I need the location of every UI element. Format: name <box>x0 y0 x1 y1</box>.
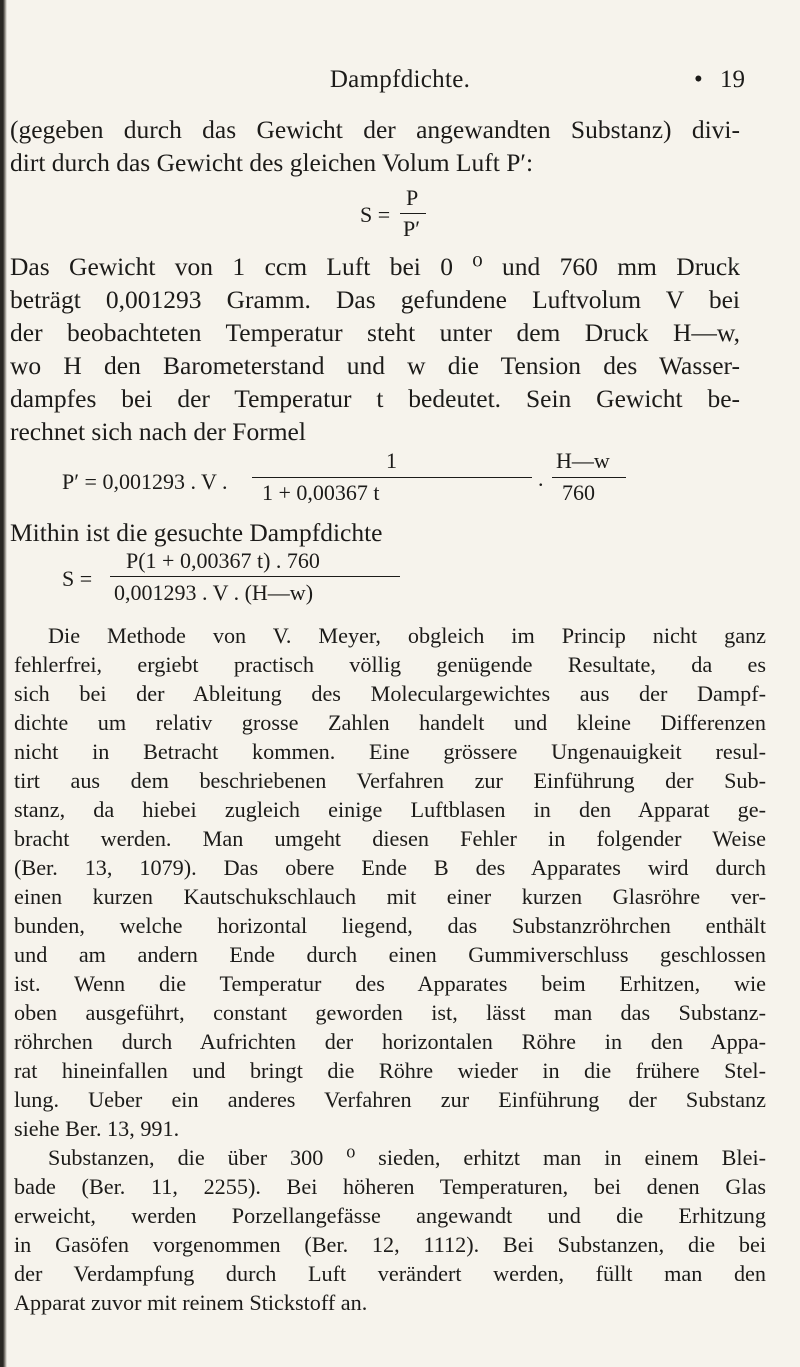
text-line: dichte um relativ grosse Zahlen handelt und kleine Differenzen <box>14 710 766 735</box>
fraction-bar <box>110 576 400 577</box>
formula-dot: . <box>538 466 544 491</box>
formula-denominator: 760 <box>562 480 595 505</box>
text-line: Substanzen, die über 300 ⁰ sieden, erhitzt man in einem Blei- <box>48 1145 766 1170</box>
text-line: (gegeben durch das Gewicht der angewandten Substanz) divi- <box>10 115 740 144</box>
formula-numerator: P <box>406 185 419 210</box>
running-header-title: Dampfdichte. <box>329 66 471 93</box>
text-line: bunden, welche horizontal liegend, das Substanzröhrchen enthält <box>14 913 766 938</box>
text-line: bade (Ber. 11, 2255). Bei höheren Temperaturen, bei denen Glas <box>14 1174 766 1199</box>
formula-numerator: H—w <box>556 448 610 473</box>
text-line: Das Gewicht von 1 ccm Luft bei 0 ⁰ und 760 mm Druck <box>10 252 740 281</box>
formula-numerator: P(1 + 0,00367 t) . 760 <box>126 548 320 573</box>
text-line: einen kurzen Kautschukschlauch mit einer kurzen Glasröhre ver- <box>14 884 766 909</box>
fraction-bar <box>252 477 532 478</box>
text-line: (Ber. 13, 1079). Das obere Ende B des Apparates wird durch <box>14 855 766 880</box>
text-line: ist. Wenn die Temperatur des Apparates beim Erhitzen, wie <box>14 971 766 996</box>
text-line: Die Methode von V. Meyer, obgleich im Princip nicht ganz <box>48 623 766 648</box>
text-line: Apparat zuvor mit reinem Stickstoff an. <box>14 1290 368 1315</box>
formula-numerator: 1 <box>386 448 397 473</box>
formula-denominator: P′ <box>403 216 421 241</box>
text-line: bracht werden. Man umgeht diesen Fehler in folgender Weise <box>14 826 766 851</box>
text-line: Mithin ist die gesuchte Dampfdichte <box>10 518 383 547</box>
formula-lhs: S = <box>62 566 93 591</box>
text-line: dampfes bei der Temperatur t bedeutet. Sein Gewicht be- <box>10 384 740 413</box>
text-line: lung. Ueber ein anderes Verfahren zur Einführung der Substanz <box>14 1087 766 1112</box>
fraction-bar <box>552 477 626 478</box>
text-line: beträgt 0,001293 Gramm. Das gefundene Luftvolum V bei <box>10 285 740 314</box>
formula-lhs: P′ = 0,001293 . V . <box>62 469 228 494</box>
fraction-bar <box>400 213 426 214</box>
text-line: fehlerfrei, ergiebt practisch völlig genügende Resultate, da es <box>14 652 766 677</box>
header-dot: • <box>694 66 703 93</box>
text-line: rechnet sich nach der Formel <box>10 417 306 446</box>
text-line: röhrchen durch Aufrichten der horizontalen Röhre in den Appa- <box>14 1029 766 1054</box>
text-line: der Verdampfung durch Luft verändert werden, füllt man den <box>14 1261 766 1286</box>
text-line: tirt aus dem beschriebenen Verfahren zur Einführung der Sub- <box>14 768 766 793</box>
text-line: oben ausgeführt, constant geworden ist, lässt man das Substanz- <box>14 1000 766 1025</box>
text-line: der beobachteten Temperatur steht unter dem Druck H—w, <box>10 318 740 347</box>
text-line: in Gasöfen vorgenommen (Ber. 12, 1112). Bei Substanzen, die bei <box>14 1232 766 1257</box>
text-line: sich bei der Ableitung des Moleculargewichtes aus der Dampf- <box>14 681 766 706</box>
page-number: 19 <box>720 66 745 93</box>
text-line: erweicht, werden Porzellangefässe angewandt und die Erhitzung <box>14 1203 766 1228</box>
text-line: siehe Ber. 13, 991. <box>14 1116 180 1141</box>
text-line: stanz, da hiebei zugleich einige Luftblasen in den Apparat ge- <box>14 797 766 822</box>
text-line: rat hineinfallen und bringt die Röhre wieder in die frühere Stel- <box>14 1058 766 1083</box>
formula-lhs: S = <box>360 202 391 227</box>
text-line: und am andern Ende durch einen Gummiverschluss geschlossen <box>14 942 766 967</box>
text-line: nicht in Betracht kommen. Eine grössere Ungenauigkeit resul- <box>14 739 766 764</box>
formula-denominator: 1 + 0,00367 t <box>262 480 380 505</box>
text-line: dirt durch das Gewicht des gleichen Volum Luft P′: <box>10 148 534 177</box>
formula-denominator: 0,001293 . V . (H—w) <box>114 580 314 605</box>
text-line: wo H den Barometerstand und w die Tension des Wasser- <box>10 351 740 380</box>
